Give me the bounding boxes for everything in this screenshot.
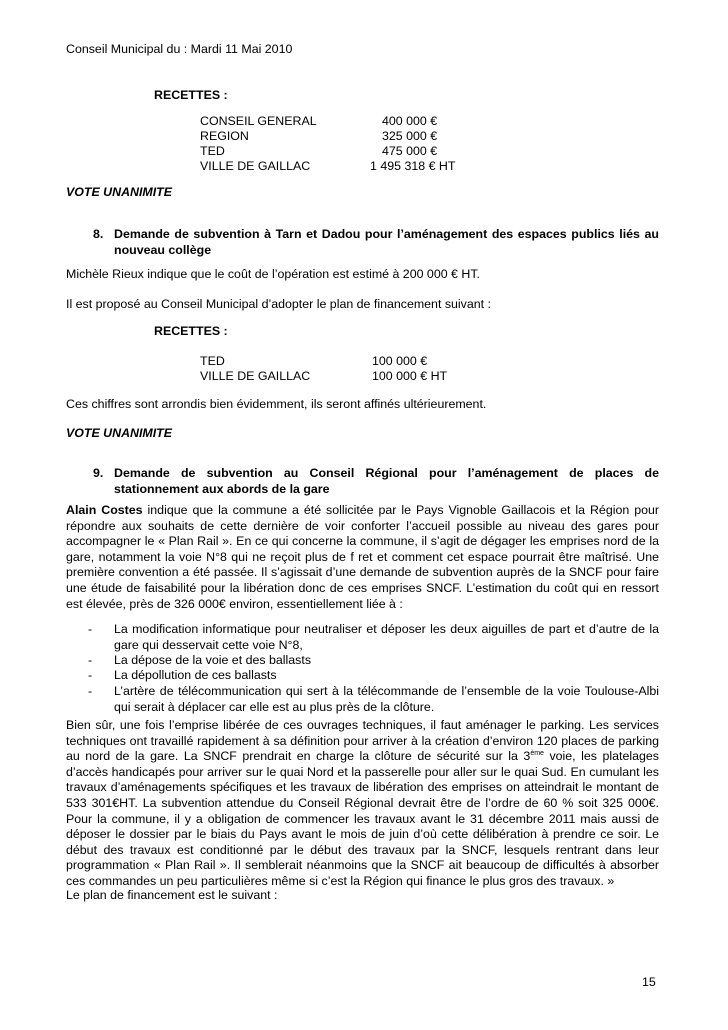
recettes-row-amount: 475 000 €: [382, 144, 438, 158]
paragraph: Michèle Rieux indique que le coût de l’opération est estimé à 200 000 € HT.: [66, 267, 480, 281]
list-item-text: La dépose de la voie et des ballasts: [114, 653, 312, 667]
agenda-item-title-line2: nouveau collège: [114, 242, 212, 257]
recettes-row-name: TED: [200, 144, 225, 158]
recettes-row-name: REGION: [200, 129, 249, 143]
recettes-row-name: CONSEIL GENERAL: [200, 114, 317, 128]
list-item: [66, 684, 659, 716]
dash-bullet-icon: -: [88, 653, 93, 667]
list-item: [66, 653, 659, 669]
page-header: Conseil Municipal du : Mardi 11 Mai 2010: [66, 42, 293, 56]
paragraph: Il est proposé au Conseil Municipal d’adopter le plan de financement suivant :: [66, 297, 491, 311]
vote-result: VOTE UNANIMITE: [66, 185, 173, 199]
paragraph-text: Bien sûr, une fois l’emprise libérée de ces ouvrages techniques, il faut aménager le parking. Les services techniques ont travaillé rapidement à sa définition pour arriver à la création d’environ 120 places de parking au nord de la gare. La SNCF prendrait en charge la clôture de sécurité sur la 3: [66, 718, 659, 764]
recettes-row-name: VILLE DE GAILLAC: [200, 369, 311, 383]
agenda-item-number: 8.: [93, 227, 104, 241]
recettes-row-amount: 1 495 318 € HT: [370, 159, 456, 173]
recettes-row-amount: 325 000 €: [382, 129, 438, 143]
agenda-item-heading: [66, 227, 659, 259]
paragraph: [66, 718, 659, 890]
recettes-row-amount: 100 000 € HT: [372, 369, 448, 383]
paragraph: [66, 503, 659, 612]
list-item-text: La modification informatique pour neutraliser et déposer les deux aiguilles de part et d’autre de la gare qui desservait cette voie N°8,: [114, 622, 659, 652]
recettes-row-amount: 400 000 €: [382, 114, 438, 128]
speaker-name: Alain Costes: [66, 503, 143, 517]
agenda-item-number: 9.: [93, 466, 104, 480]
paragraph-text: voie, les platelages d’accès handicapés pour arriver sur le quai Nord et la passerelle pour aller sur le quai Sud. En cumulant les travaux d’aménagements spécifiques et les travaux de libération des emprises on atteindrait le montant de 533 301€HT. La subvention attendue du Conseil Régional devrait être de l’ordre de 60 % soit 325 000€. Pour la commune, il y a obligation de commencer les travaux avant le 31 décembre 2011 mais aussi de déposer le dossier par le biais du Pays avant le mois de juin d’où cette délibération à prendre ce soir. Le début des travaux est conditionné par le début des travaux par la SNCF, lesquels rentrant dans leur programmation « Plan Rail ». Il semblerait néanmoins que la SNCF ait beaucoup de difficultés à absorber ces commandes un peu particulières même si c’est la Région qui finance le plus gros des travaux. »: [66, 749, 659, 888]
recettes-label: RECETTES :: [154, 324, 228, 338]
dash-bullet-icon: -: [88, 622, 93, 636]
superscript: ème: [530, 750, 544, 758]
agenda-item-title-line2: stationnement aux abords de la gare: [114, 481, 330, 496]
dash-bullet-icon: -: [88, 668, 93, 682]
agenda-item-heading: [66, 466, 659, 498]
list-item: [66, 622, 659, 654]
list-item: [66, 668, 659, 684]
page-number: 15: [642, 975, 656, 989]
list-item-text: La dépollution de ces ballasts: [114, 668, 277, 682]
recettes-row-name: TED: [200, 354, 225, 368]
paragraph: Ces chiffres sont arrondis bien évidemment, ils seront affinés ultérieurement.: [66, 397, 487, 411]
agenda-item-title-line1: Demande de subvention au Conseil Régional pour l’aménagement de places de: [114, 466, 659, 480]
recettes-label: RECETTES :: [154, 88, 228, 102]
agenda-item-title-line1: Demande de subvention à Tarn et Dadou pour l’aménagement des espaces publics liés au: [114, 227, 659, 241]
paragraph-text: indique que la commune a été sollicitée par le Pays Vignoble Gaillacois et la Région pour répondre aux souhaits de cette dernière de voir conforter l’accueil possible au niveau des gares pour accompagner le « Plan Rail ». En ce qui concerne la commune, il s’agit de dégager les emprises nord de la gare, notamment la voie N°8 qui ne reçoit plus de f ret et comment cet espace pourrait être maîtrisé. Une première convention a été passée. Il s’agissait d’une demande de subvention auprès de la SNCF pour faire une étude de faisabilité pour la libération donc de ces emprises SNCF. L’estimation du coût qui en ressort est élevée, près de 326 000€ environ, essentiellement liée à :: [66, 503, 660, 611]
vote-result: VOTE UNANIMITE: [66, 426, 173, 440]
list-item-text: L’artère de télécommunication qui sert à la télécommande de l’ensemble de la voie Toulouse-Albi qui serait à déplacer car elle est au plus près de la clôture.: [114, 684, 659, 714]
recettes-row-amount: 100 000 €: [372, 354, 428, 368]
recettes-row-name: VILLE DE GAILLAC: [200, 159, 311, 173]
dash-bullet-icon: -: [88, 684, 93, 698]
paragraph: Le plan de financement est le suivant :: [66, 888, 278, 902]
